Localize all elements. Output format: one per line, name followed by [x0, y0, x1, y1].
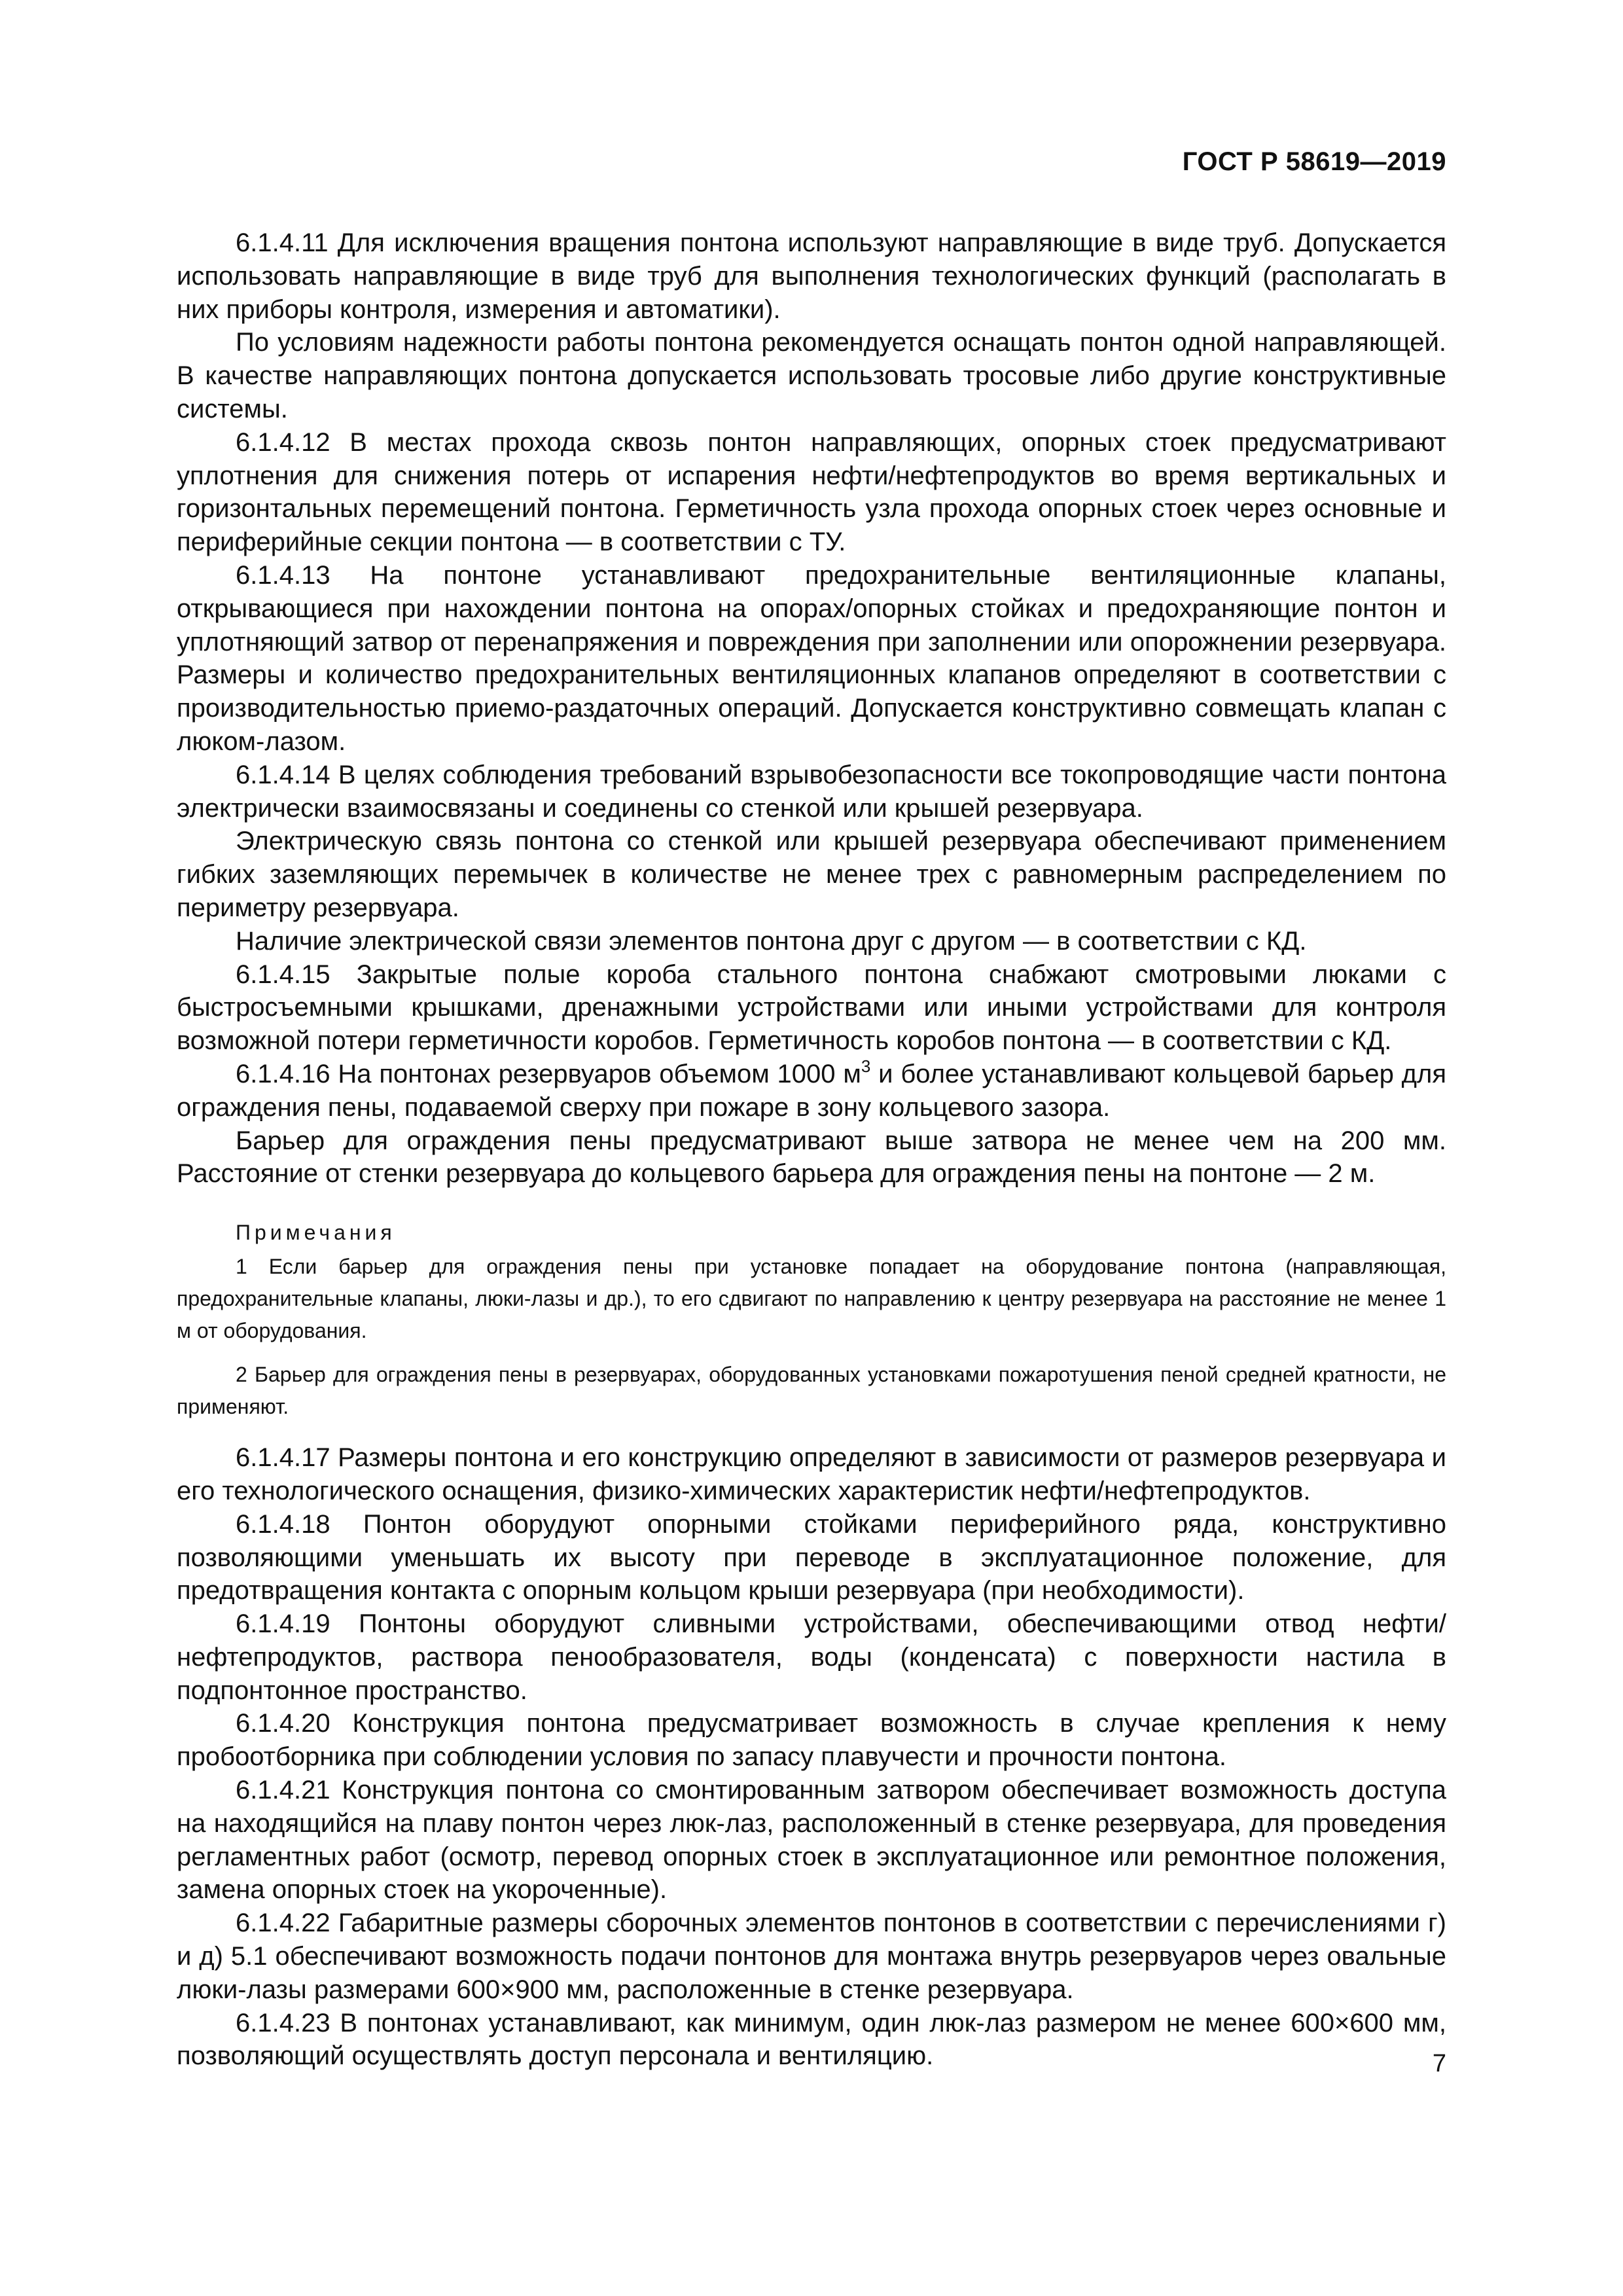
paragraph-6-1-4-16-part-2: и более устанавливают кольцевой барьер для ограждения пены, подаваемой сверху при пожаре в зону кольцевого зазора.: [177, 1059, 1446, 1122]
paragraph-6-1-4-23: 6.1.4.23 В понтонах устанавливают, как минимум, один люк-лаз размером не менее 600×600 мм, позволяющий осуществлять доступ персонала и вентиляцию.: [177, 2008, 1446, 2071]
paragraph-6-1-4-19: 6.1.4.19 Понтоны оборудуют сливными устройствами, обеспечивающими отвод нефти/нефтепродуктов, раствора пенообразователя, воды (конденсата) с поверхности настила в подпонтонное пространство.: [177, 1609, 1446, 1705]
note-item-1: 1 Если барьер для ограждения пены при установке попадает на оборудование понтона (направляющая, предохранительные клапаны, люки-лазы и др.), то его сдвигают по направлению к центру резервуара на расстояние не менее 1 м от оборудования.: [177, 1255, 1446, 1343]
paragraph-reliability: По условиям надежности работы понтона рекомендуется оснащать понтон одной направляющей. В качестве направляющих понтона допускается использовать тросовые либо другие конструктивные системы.: [177, 328, 1446, 423]
paragraph-electrical-connection: Наличие электрической связи элементов понтона друг с другом — в соответствии с КД.: [236, 926, 1307, 956]
cubic-superscript: 3: [861, 1056, 871, 1076]
notes-title: Примечания: [236, 1221, 396, 1245]
paragraph-6-1-4-12: 6.1.4.12 В местах прохода сквозь понтон направляющих, опорных стоек предусматривают уплотнения для снижения потерь от испарения нефти/нефтепродуктов во время вертикальных и горизонтальных перемещений понтона. Герметичность узла прохода опорных стоек через основные и периферийные секции понтона — в соответствии с ТУ.: [177, 427, 1446, 557]
note-item-2: 2 Барьер для ограждения пены в резервуарах, оборудованных установками пожаротушения пеной средней кратности, не применяют.: [177, 1363, 1446, 1419]
paragraph-foam-barrier: Барьер для ограждения пены предусматривают выше затвора не менее чем на 200 мм. Расстояние от стенки резервуара до кольцевого барьера для ограждения пены на понтоне — 2 м.: [177, 1126, 1446, 1189]
page-number: 7: [1432, 2050, 1446, 2077]
paragraph-6-1-4-13: 6.1.4.13 На понтоне устанавливают предохранительные вентиляционные клапаны, открывающиеся при нахождении понтона на опорах/опорных стойках и предохраняющие понтон и уплотняющий затвор от перенапряжения и повреждения при заполнении или опорожнении резервуара. Размеры и количество предохранительных вентиляционных клапанов определяют в соответствии с производительностью приемо-раздаточных операций. Допускается конструктивно совмещать клапан с люком-лазом.: [177, 560, 1446, 756]
paragraph-6-1-4-20: 6.1.4.20 Конструкция понтона предусматривает возможность в случае крепления к нему пробоотборника при соблюдении условия по запасу плавучести и прочности понтона.: [177, 1709, 1446, 1772]
paragraph-6-1-4-16-part-1: 6.1.4.16 На понтонах резервуаров объемом 1000 м: [236, 1059, 861, 1088]
paragraph-6-1-4-14: 6.1.4.14 В целях соблюдения требований взрывобезопасности все токопроводящие части понтона электрически взаимосвязаны и соединены со стенкой или крышей резервуара.: [177, 760, 1446, 823]
document-id-header: ГОСТ Р 58619—2019: [1182, 147, 1446, 176]
paragraph-6-1-4-18: 6.1.4.18 Понтон оборудуют опорными стойками периферийного ряда, конструктивно позволяющими уменьшать их высоту при переводе в эксплуатационное положение, для предотвращения контакта с опорным кольцом крыши резервуара (при необходимости).: [177, 1509, 1446, 1605]
paragraph-6-1-4-17: 6.1.4.17 Размеры понтона и его конструкцию определяют в зависимости от размеров резервуара и его технологического оснащения, физико-химических характеристик нефти/нефтепродуктов.: [177, 1443, 1446, 1505]
paragraph-6-1-4-15: 6.1.4.15 Закрытые полые короба стального понтона снабжают смотровыми люками с быстросъемными крышками, дренажными устройствами или иными устройствами для контроля возможной потери герметичности коробов. Герметичность коробов понтона — в соответствии с КД.: [177, 960, 1446, 1056]
paragraph-6-1-4-21: 6.1.4.21 Конструкция понтона со смонтированным затвором обеспечивает возможность доступа на находящийся на плаву понтон через люк-лаз, расположенный в стенке резервуара, для проведения регламентных работ (осмотр, перевод опорных стоек в эксплуатационное или ремонтное положения, замена опорных стоек на укороченные).: [177, 1776, 1446, 1905]
paragraph-electrical-bonding: Электрическую связь понтона со стенкой или крышей резервуара обеспечивают применением гибких заземляющих перемычек в количестве не менее трех с равномерным распределением по периметру резервуара.: [177, 827, 1446, 922]
paragraph-6-1-4-22: 6.1.4.22 Габаритные размеры сборочных элементов понтонов в соответствии с перечислениями г) и д) 5.1 обеспечивают возможность подачи понтонов для монтажа внутрь резервуаров через овальные люки-лазы размерами 600×900 мм, расположенные в стенке резервуара.: [177, 1909, 1446, 2004]
notes-section: [177, 1218, 1446, 1441]
paragraph-6-1-4-16: [177, 1058, 1446, 1124]
notes-spacer: [177, 1423, 1446, 1441]
document-body: [177, 226, 1446, 2073]
paragraph-6-1-4-11: 6.1.4.11 Для исключения вращения понтона используют направляющие в виде труб. Допускается использовать направляющие в виде труб для выполнения технологических функций (располагать в них приборы контроля, измерения и автоматики).: [177, 228, 1446, 324]
